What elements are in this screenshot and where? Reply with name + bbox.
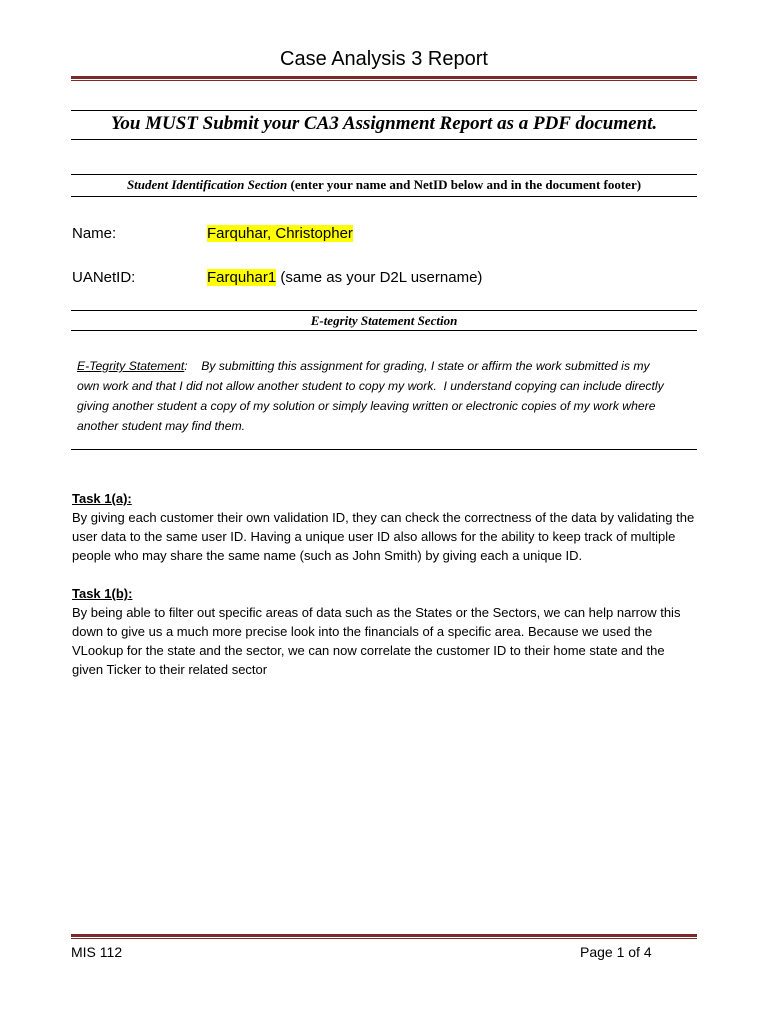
etegrity-top-rule xyxy=(71,310,697,311)
footer-rule-thin xyxy=(71,938,697,939)
student-section-heading xyxy=(71,177,697,193)
netid-value-highlight: Farquhar1 xyxy=(207,269,277,286)
etegrity-statement-text: By submitting this assignment for grading, I state or affirm the work submitted is my own work and that I did not allow another student to copy my work. I understand copying can include directly giving another student a copy of my solution or simply leaving written or electronic copies of my work where another student may find them. xyxy=(77,359,668,433)
footer-page-number: Page 1 of 4 xyxy=(580,944,652,960)
netid-note: (same as your D2L username) xyxy=(276,269,483,286)
task-1b-heading: Task 1(b): xyxy=(72,586,133,601)
statement-bottom-rule xyxy=(71,449,697,450)
footer-rule xyxy=(71,934,697,937)
notice-bottom-rule xyxy=(71,139,697,140)
student-section-heading-instructions: (enter your name and NetID below and in the document footer) xyxy=(287,177,642,192)
task-1a xyxy=(72,489,698,565)
student-section-heading-italic: Student Identification Section xyxy=(126,177,288,192)
task-1b-body: By being able to filter out specific areas of data such as the States or the Sectors, we can help narrow this down to give us a much more precise look into the financials of a specific area. Because we used the VLookup for the state and the sector, we can now correlate the customer ID to their home state and the given Ticker to their related sector xyxy=(72,605,681,677)
student-section-top-rule xyxy=(71,174,697,175)
submission-notice: You MUST Submit your CA3 Assignment Report as a PDF document. xyxy=(110,113,658,134)
etegrity-statement xyxy=(77,356,667,436)
etegrity-section-heading: E-tegrity Statement Section xyxy=(310,313,458,328)
task-1a-body: By giving each customer their own validation ID, they can check the correctness of the data by validating the user data to the same user ID. Having a unique user ID also allows for the ability to keep track of multiple people who may share the same name (such as John Smith) by giving each a unique ID. xyxy=(72,510,695,563)
etegrity-statement-label: E-Tegrity Statement xyxy=(77,359,185,373)
name-value-highlight: Farquhar, Christopher xyxy=(207,225,353,242)
student-section-bottom-rule xyxy=(71,196,697,197)
netid-label: UANetID: xyxy=(72,269,136,286)
footer-course: MIS 112 xyxy=(71,944,123,960)
etegrity-statement-colon: : xyxy=(184,359,188,373)
task-1a-heading: Task 1(a): xyxy=(72,491,132,506)
netid-value xyxy=(207,269,482,286)
etegrity-bottom-rule xyxy=(71,330,697,331)
document-header-title: Case Analysis 3 Report xyxy=(280,48,488,70)
header-rule-thin xyxy=(71,80,697,81)
task-1b xyxy=(72,584,698,679)
header-rule xyxy=(71,76,697,79)
name-value xyxy=(207,225,353,242)
notice-top-rule xyxy=(71,110,697,111)
name-label: Name: xyxy=(72,225,117,242)
